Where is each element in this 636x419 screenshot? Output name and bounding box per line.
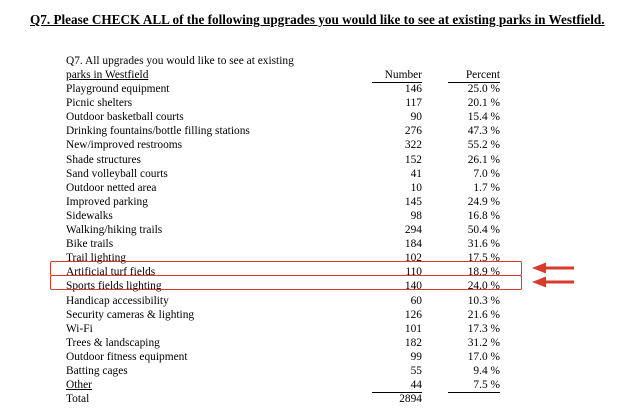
row-percent: 9.4 % xyxy=(473,364,500,377)
row-number: 110 xyxy=(405,266,422,279)
row-percent: 10.3 % xyxy=(467,294,500,307)
row-label: Artificial turf fields xyxy=(66,266,156,279)
row-label: Trees & landscaping xyxy=(66,336,160,349)
arrow-left-icon xyxy=(530,262,576,274)
row-label: Handicap accessibility xyxy=(66,294,169,307)
upgrades-table xyxy=(66,54,516,406)
table-row xyxy=(66,209,516,223)
table-caption-row xyxy=(66,54,516,68)
row-number: 10 xyxy=(410,181,422,194)
row-label: Sidewalks xyxy=(66,209,113,222)
row-number: 152 xyxy=(404,153,422,166)
table-row xyxy=(66,82,516,96)
table-row xyxy=(66,294,516,308)
row-label: Bike trails xyxy=(66,238,114,251)
row-label: Outdoor fitness equipment xyxy=(66,350,188,363)
row-label: Outdoor netted area xyxy=(66,181,157,194)
highlight-box-artificial-turf xyxy=(50,261,522,276)
row-percent: 18.9 % xyxy=(467,266,500,279)
row-number: 102 xyxy=(404,252,422,265)
row-label: Playground equipment xyxy=(66,83,170,96)
row-percent: 17.0 % xyxy=(467,350,500,363)
row-percent: 50.4 % xyxy=(467,224,500,237)
table-row xyxy=(66,181,516,195)
row-label: Batting cages xyxy=(66,364,128,377)
row-percent: 24.9 % xyxy=(467,195,500,208)
number-column-header: Number xyxy=(372,68,422,83)
row-label: New/improved restrooms xyxy=(66,139,183,152)
row-percent: 47.3 % xyxy=(467,125,500,138)
row-percent: 7.5 % xyxy=(448,378,500,393)
question-heading: Q7. Please CHECK ALL of the following upgrades you would like to see at existing parks in Westfield. xyxy=(30,12,605,27)
table-row xyxy=(66,336,516,350)
row-number: 60 xyxy=(410,294,422,307)
row-label: Sand volleyball courts xyxy=(66,167,168,180)
row-number: 126 xyxy=(404,308,422,321)
table-row xyxy=(66,124,516,138)
row-percent: 15.4 % xyxy=(467,111,500,124)
row-label: Sports fields lighting xyxy=(66,280,162,293)
arrow-left-icon xyxy=(530,276,576,288)
row-percent: 17.3 % xyxy=(467,322,500,335)
row-percent: 7.0 % xyxy=(473,167,500,180)
table-row xyxy=(66,167,516,181)
row-number: 41 xyxy=(410,167,422,180)
row-number: 55 xyxy=(410,364,422,377)
row-number: 101 xyxy=(404,322,422,335)
table-caption-line2: parks in Westfield xyxy=(66,69,149,81)
row-label: Security cameras & lighting xyxy=(66,308,195,321)
row-percent: 24.0 % xyxy=(467,280,500,293)
row-percent: 16.8 % xyxy=(467,209,500,222)
table-caption-line1: Q7. All upgrades you would like to see at existing xyxy=(66,55,294,67)
row-number: 140 xyxy=(404,280,422,293)
row-number: 146 xyxy=(404,83,422,96)
table-row xyxy=(66,153,516,167)
row-number: 145 xyxy=(404,195,422,208)
table-row xyxy=(66,96,516,110)
row-number: 294 xyxy=(404,224,422,237)
table-header-row xyxy=(66,68,516,82)
row-number: 90 xyxy=(410,111,422,124)
row-label: Picnic shelters xyxy=(66,97,133,110)
row-number: 184 xyxy=(404,238,422,251)
row-percent: 20.1 % xyxy=(467,97,500,110)
row-percent: 31.6 % xyxy=(467,238,500,251)
row-label: Shade structures xyxy=(66,153,141,166)
row-percent: 17.5 % xyxy=(467,252,500,265)
row-number: 98 xyxy=(410,209,422,222)
table-row xyxy=(66,237,516,251)
row-percent: 55.2 % xyxy=(467,139,500,152)
table-row xyxy=(66,364,516,378)
table-row xyxy=(66,378,516,392)
row-label: Wi-Fi xyxy=(66,322,93,335)
table-row xyxy=(66,195,516,209)
table-row xyxy=(66,322,516,336)
table-row xyxy=(66,308,516,322)
row-number: 322 xyxy=(404,139,422,152)
highlight-box-sports-lighting xyxy=(50,275,522,290)
table-row xyxy=(66,138,516,152)
row-percent: 31.2 % xyxy=(467,336,500,349)
row-label: Other xyxy=(66,379,92,392)
row-number: 276 xyxy=(404,125,422,138)
row-label: Outdoor basketball courts xyxy=(66,111,184,124)
row-label: Trail lighting xyxy=(66,252,127,265)
row-number: 117 xyxy=(405,97,422,110)
row-percent: 1.7 % xyxy=(473,181,500,194)
row-label: Drinking fountains/bottle filling stations xyxy=(66,125,250,138)
total-number: 2894 xyxy=(399,393,422,406)
row-label: Walking/hiking trails xyxy=(66,224,163,237)
row-percent: 26.1 % xyxy=(467,153,500,166)
table-row xyxy=(66,110,516,124)
row-number: 99 xyxy=(410,350,422,363)
row-label: Improved parking xyxy=(66,195,148,208)
row-percent: 21.6 % xyxy=(467,308,500,321)
row-percent: 25.0 % xyxy=(467,83,500,96)
table-total-row xyxy=(66,392,516,406)
total-label: Total xyxy=(66,393,90,406)
row-number: 182 xyxy=(404,336,422,349)
percent-column-header: Percent xyxy=(448,68,500,83)
table-row xyxy=(66,350,516,364)
table-row xyxy=(66,223,516,237)
row-number: 44 xyxy=(372,378,422,393)
